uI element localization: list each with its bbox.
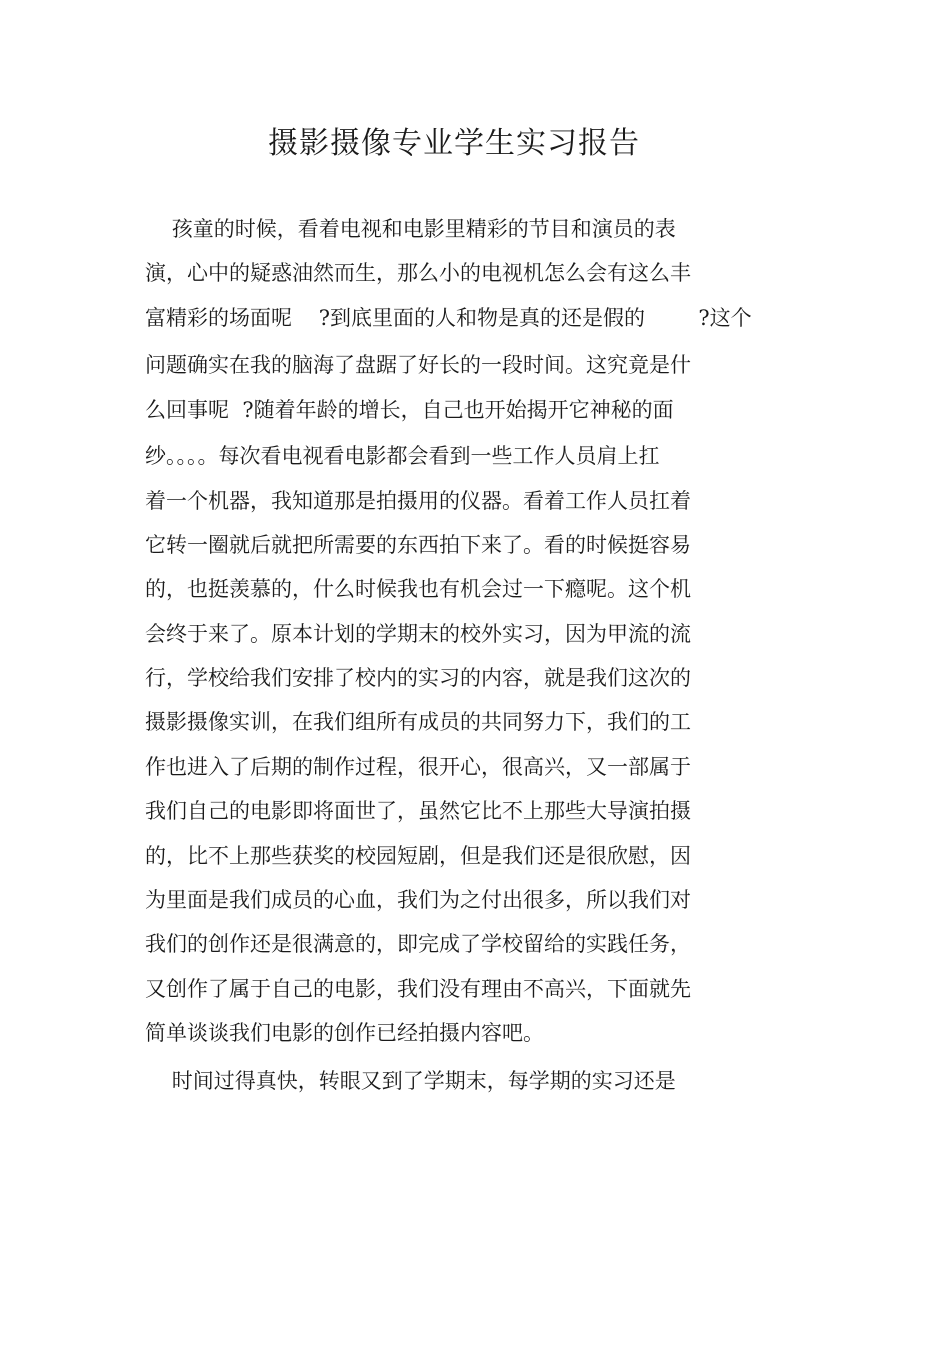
paragraph-line: 的，比不上那些获奖的校园短剧，但是我们还是很欣慰，因: [145, 844, 691, 868]
paragraph-line: 为里面是我们成员的心血，我们为之付出很多，所以我们对: [145, 888, 691, 912]
paragraph-line: 富精彩的场面呢 ?到底里面的人和物是真的还是假的 ?这个: [145, 306, 752, 330]
paragraph-line: 纱。。。。每次看电视看电影都会看到一些工作人员肩上扛: [145, 444, 660, 468]
paragraph-line: 孩童的时候，看着电视和电影里精彩的节目和演员的表: [145, 217, 676, 241]
paragraph-line: 又创作了属于自己的电影，我们没有理由不高兴，下面就先: [145, 977, 691, 1001]
paragraph-line: 问题确实在我的脑海了盘踞了好长的一段时间。这究竟是什: [145, 353, 691, 377]
paragraph-line: 简单谈谈我们电影的创作已经拍摄内容吧。: [145, 1021, 544, 1045]
paragraph-line: 行，学校给我们安排了校内的实习的内容，就是我们这次的: [145, 666, 691, 690]
paragraph-line: 我们自己的电影即将面世了，虽然它比不上那些大导演拍摄: [145, 799, 691, 823]
paragraph-line: 演，心中的疑惑油然而生，那么小的电视机怎么会有这么丰: [145, 261, 691, 285]
paragraph-line: 摄影摄像实训，在我们组所有成员的共同努力下，我们的工: [145, 710, 691, 734]
paragraph-line: 我们的创作还是很满意的，即完成了学校留给的实践任务，: [145, 932, 691, 956]
paragraph-line: 着一个机器，我知道那是拍摄用的仪器。看着工作人员扛着: [145, 489, 691, 513]
paragraph-line: 会终于来了。原本计划的学期末的校外实习，因为甲流的流: [145, 622, 691, 646]
paragraph-line: 它转一圈就后就把所需要的东西拍下来了。看的时候挺容易: [145, 533, 691, 557]
paragraph-line: 么回事呢 ?随着年龄的增长，自己也开始揭开它神秘的面: [145, 398, 674, 422]
paragraph-line: 时间过得真快，转眼又到了学期末，每学期的实习还是: [145, 1069, 676, 1093]
paragraph-line: 作也进入了后期的制作过程，很开心，很高兴，又一部属于: [145, 755, 691, 779]
paragraph-line: 的，也挺羡慕的，什么时候我也有机会过一下瘾呢。这个机: [145, 577, 691, 601]
document-title: 摄影摄像专业学生实习报告: [268, 126, 640, 161]
